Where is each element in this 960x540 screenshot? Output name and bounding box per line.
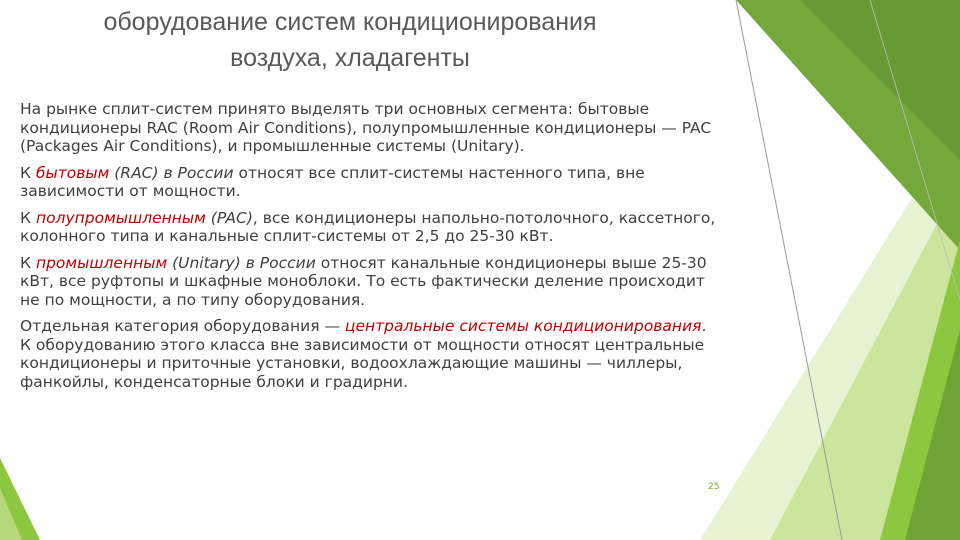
highlight-household: бытовым [35, 163, 110, 182]
slide-body [20, 100, 720, 399]
paragraph-semi-industrial [20, 209, 720, 246]
paragraph-household [20, 164, 720, 201]
slide-title: оборудование систем кондиционирования воздуха, хладагенты [103, 8, 597, 72]
highlight-semi-industrial: полупромышленным [35, 208, 206, 227]
text-run: К [20, 208, 36, 227]
highlight-industrial: промышленным [35, 253, 168, 272]
text-run: , все кондиционеры напольно-потолочного, кассетного, колонного типа и канальные сплит-системы от 2,5 до 25-30 кВт. [20, 208, 716, 245]
text-run: Отдельная категория оборудования — [20, 317, 345, 335]
text-run: К [20, 163, 36, 182]
text-run: относят канальные кондиционеры выше 25-30 кВт, все руфтопы и шкафные моноблоки. То есть фактически деление происходит не по мощности, а по типу оборудования. [20, 253, 707, 309]
italic-run: (Unitary) в России [167, 253, 316, 272]
italic-run: (RAC) в России [109, 163, 234, 182]
text-run: . К оборудованию этого класса вне зависимости от мощности относят центральные кондиционеры и приточные установки, водоохлаждающие машины — чиллеры, фанкойлы, конденсаторные блоки и градирни. [20, 317, 707, 391]
paragraph-1-text: На рынке сплит-систем принято выделять три основных сегмента: бытовые кондиционеры RAC (Room Air Conditions), полупромышленные кондиционеры — PAC (Packages Air Conditions), и промышленные системы (Unitary). [20, 100, 712, 155]
highlight-central-systems: центральные системы кондиционирования [344, 317, 702, 335]
italic-run: (PAC) [205, 208, 253, 227]
text-run: относят все сплит-системы настенного типа, вне зависимости от мощности. [20, 163, 645, 200]
paragraph-industrial [20, 254, 720, 310]
page-number: 25 [708, 482, 720, 492]
paragraph-central-systems [20, 317, 720, 391]
paragraph-segments [20, 100, 720, 156]
text-run: К [20, 253, 36, 272]
